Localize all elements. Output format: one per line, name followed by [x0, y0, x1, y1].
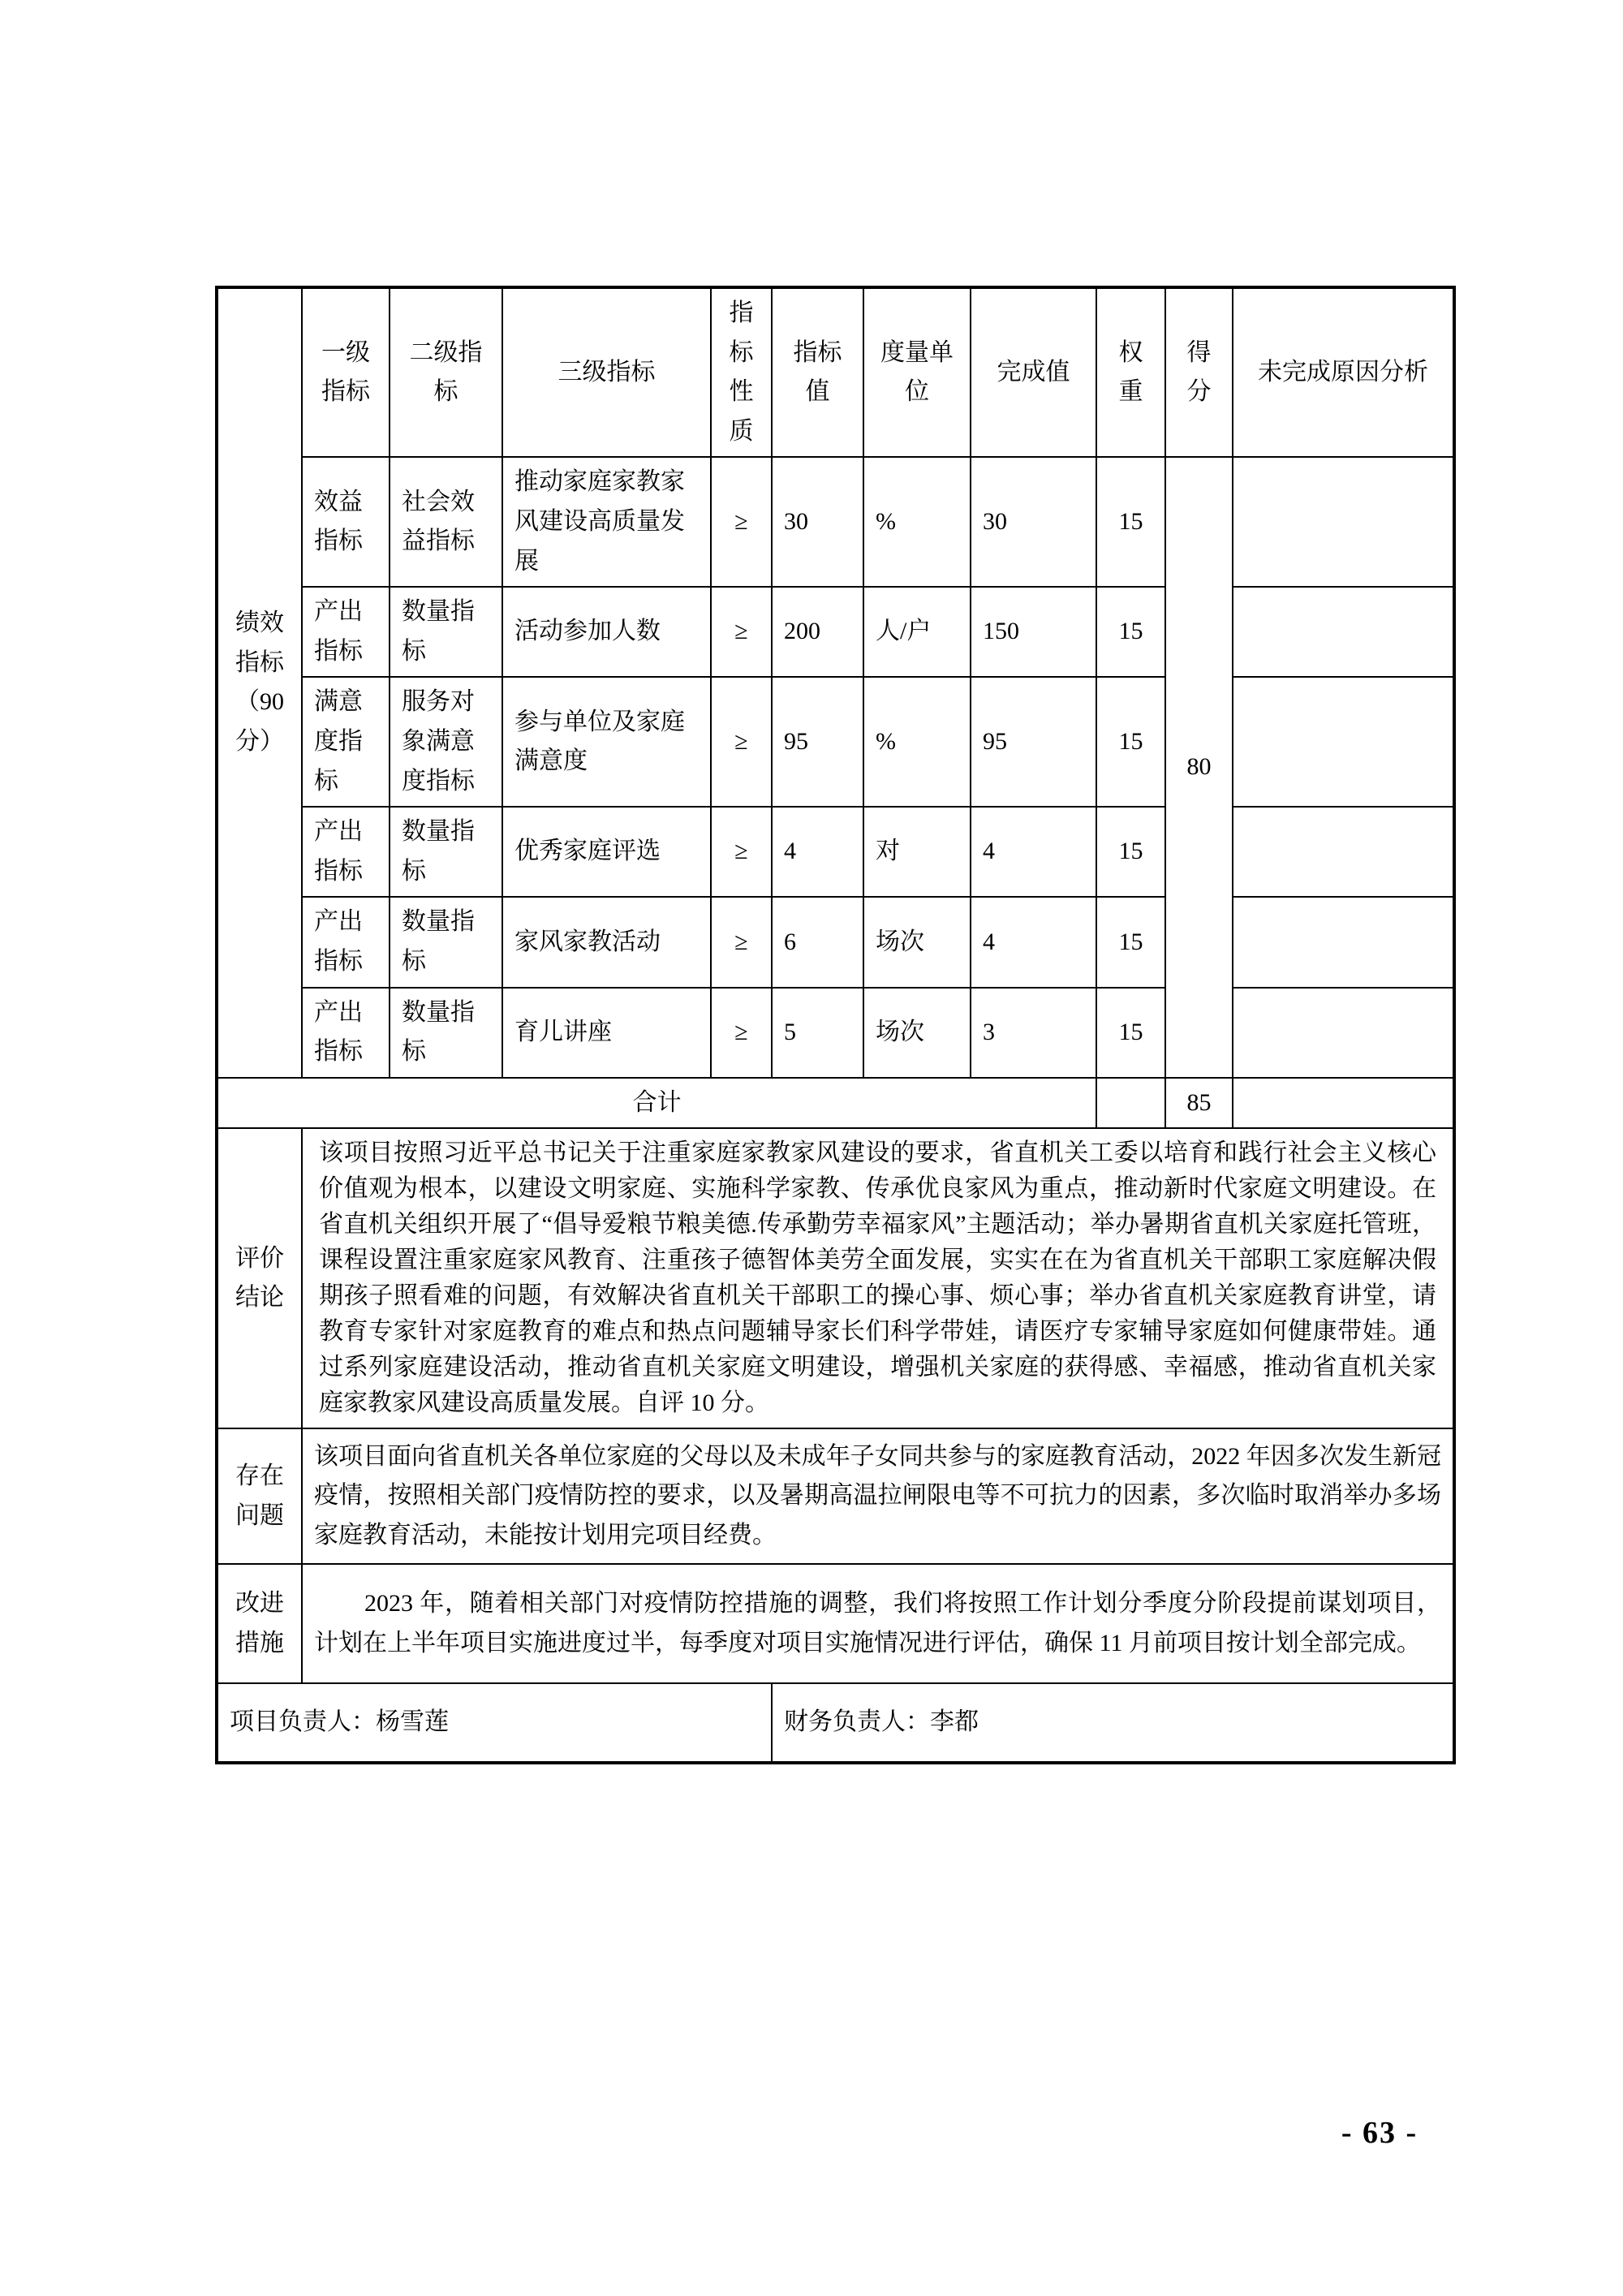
problems-label: 存在问题: [217, 1428, 302, 1564]
level2-cell: 数量指标: [390, 897, 502, 987]
total-weight-cell: [1096, 1078, 1165, 1129]
indicator-row: [217, 897, 1454, 987]
target-cell: 200: [772, 587, 863, 677]
level1-cell: 产出指标: [302, 897, 390, 987]
nature-cell: ≥: [711, 457, 772, 587]
col-header-actual: 完成值: [971, 287, 1096, 457]
indicator-row: [217, 988, 1454, 1078]
level3-cell: 家风家教活动: [502, 897, 711, 987]
target-cell: 95: [772, 677, 863, 807]
weight-cell: 15: [1096, 677, 1165, 807]
indicator-row: [217, 677, 1454, 807]
page-number: - 63 -: [1341, 2116, 1419, 2150]
header-row: [217, 287, 1454, 457]
level3-cell: 优秀家庭评选: [502, 807, 711, 897]
target-cell: 4: [772, 807, 863, 897]
actual-cell: 4: [971, 807, 1096, 897]
level1-cell: 产出指标: [302, 988, 390, 1078]
reason-cell: [1233, 587, 1454, 677]
weight-cell: 15: [1096, 457, 1165, 587]
level2-cell: 服务对象满意度指标: [390, 677, 502, 807]
problems-row: [217, 1428, 1454, 1564]
reason-cell: [1233, 897, 1454, 987]
level2-cell: 数量指标: [390, 988, 502, 1078]
level2-cell: 社会效益指标: [390, 457, 502, 587]
performance-evaluation-table: [215, 286, 1456, 1764]
conclusion-label: 评价结论: [217, 1128, 302, 1428]
level1-cell: 产出指标: [302, 587, 390, 677]
target-cell: 30: [772, 457, 863, 587]
total-score-cell: 85: [1165, 1078, 1233, 1129]
improvements-text: 2023 年，随着相关部门对疫情防控措施的调整，我们将按照工作计划分季度分阶段提前谋划项目，计划在上半年项目实施进度过半，每季度对项目实施情况进行评估，确保 11 月前项目按计划全部完成。: [302, 1564, 1454, 1683]
reason-cell: [1233, 988, 1454, 1078]
level1-cell: 效益指标: [302, 457, 390, 587]
unit-cell: 场次: [863, 897, 971, 987]
unit-cell: 场次: [863, 988, 971, 1078]
nature-cell: ≥: [711, 807, 772, 897]
conclusion-text: 该项目按照习近平总书记关于注重家庭家教家风建设的要求，省直机关工委以培育和践行社会主义核心价值观为根本，以建设文明家庭、实施科学家教、传承优良家风为重点，推动新时代家庭文明建设。在省直机关组织开展了“倡导爱粮节粮美德.传承勤劳幸福家风”主题活动；举办暑期省直机关家庭托管班，课程设置注重家庭家风教育、注重孩子德智体美劳全面发展，实实在在为省直机关干部职工家庭解决假期孩子照看难的问题，有效解决省直机关干部职工的操心事、烦心事；举办省直机关家庭教育讲堂，请教育专家针对家庭教育的难点和热点问题辅导家长们科学带娃，请医疗专家辅导家庭如何健康带娃。通过系列家庭建设活动，推动省直机关家庭文明建设，增强机关家庭的获得感、幸福感，推动省直机关家庭家教家风建设高质量发展。自评 10 分。: [302, 1128, 1454, 1428]
level3-cell: 育儿讲座: [502, 988, 711, 1078]
unit-cell: 人/户: [863, 587, 971, 677]
nature-cell: ≥: [711, 587, 772, 677]
col-header-nature: 指标性质: [711, 287, 772, 457]
col-header-reason: 未完成原因分析: [1233, 287, 1454, 457]
col-header-level1: 一级指标: [302, 287, 390, 457]
col-header-score: 得分: [1165, 287, 1233, 457]
score-merged-cell: 80: [1165, 457, 1233, 1077]
level3-cell: 推动家庭家教家风建设高质量发展: [502, 457, 711, 587]
conclusion-row: [217, 1128, 1454, 1428]
col-header-level3: 三级指标: [502, 287, 711, 457]
nature-cell: ≥: [711, 988, 772, 1078]
indicator-row: [217, 807, 1454, 897]
actual-cell: 30: [971, 457, 1096, 587]
project-leader-cell: 项目负责人：杨雪莲: [217, 1683, 772, 1763]
problems-text: 该项目面向省直机关各单位家庭的父母以及未成年子女同共参与的家庭教育活动，2022 年因多次发生新冠疫情，按照相关部门疫情防控的要求，以及暑期高温拉闸限电等不可抗力的因素，多次临时取消举办多场家庭教育活动，未能按计划用完项目经费。: [302, 1428, 1454, 1564]
weight-cell: 15: [1096, 897, 1165, 987]
improvements-row: [217, 1564, 1454, 1683]
finance-leader-cell: 财务负责人：李都: [772, 1683, 1454, 1763]
col-header-unit: 度量单位: [863, 287, 971, 457]
nature-cell: ≥: [711, 897, 772, 987]
level3-cell: 参与单位及家庭满意度: [502, 677, 711, 807]
weight-cell: 15: [1096, 587, 1165, 677]
level1-cell: 满意度指标: [302, 677, 390, 807]
row-group-label: 绩效指标（90分）: [217, 287, 302, 1078]
reason-cell: [1233, 457, 1454, 587]
col-header-weight: 权重: [1096, 287, 1165, 457]
col-header-target: 指标值: [772, 287, 863, 457]
col-header-level2: 二级指标: [390, 287, 502, 457]
actual-cell: 4: [971, 897, 1096, 987]
target-cell: 5: [772, 988, 863, 1078]
improvements-label: 改进措施: [217, 1564, 302, 1683]
weight-cell: 15: [1096, 807, 1165, 897]
indicator-row: [217, 587, 1454, 677]
actual-cell: 95: [971, 677, 1096, 807]
nature-cell: ≥: [711, 677, 772, 807]
reason-cell: [1233, 807, 1454, 897]
actual-cell: 3: [971, 988, 1096, 1078]
level1-cell: 产出指标: [302, 807, 390, 897]
weight-cell: 15: [1096, 988, 1165, 1078]
unit-cell: %: [863, 457, 971, 587]
total-label-cell: 合计: [217, 1078, 1096, 1129]
unit-cell: 对: [863, 807, 971, 897]
indicator-row: [217, 457, 1454, 587]
total-reason-cell: [1233, 1078, 1454, 1129]
level3-cell: 活动参加人数: [502, 587, 711, 677]
total-row: [217, 1078, 1454, 1129]
level2-cell: 数量指标: [390, 807, 502, 897]
level2-cell: 数量指标: [390, 587, 502, 677]
reason-cell: [1233, 677, 1454, 807]
unit-cell: %: [863, 677, 971, 807]
actual-cell: 150: [971, 587, 1096, 677]
target-cell: 6: [772, 897, 863, 987]
responsible-persons-row: [217, 1683, 1454, 1763]
